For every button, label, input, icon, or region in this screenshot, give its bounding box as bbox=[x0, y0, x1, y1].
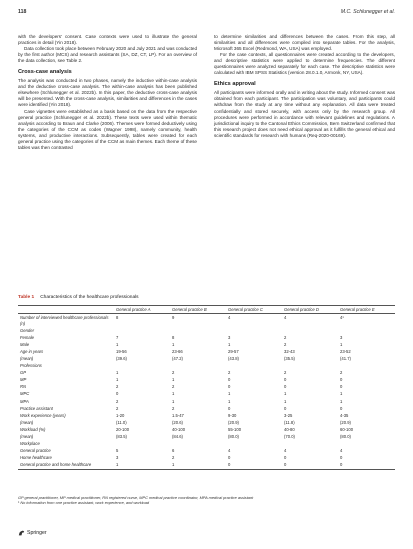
table-cell: 0 bbox=[340, 377, 343, 383]
table-row bbox=[18, 391, 395, 398]
column-header: General practice C bbox=[228, 307, 263, 312]
row-label: General practice and home healthcare bbox=[20, 462, 92, 468]
table-cell: 1 bbox=[228, 391, 231, 397]
table-cell bbox=[114, 441, 170, 448]
table-cell bbox=[282, 441, 338, 448]
table-cell: 0 bbox=[228, 405, 231, 411]
table-cell: 40-100 bbox=[172, 426, 186, 432]
table-cell: 1 bbox=[340, 391, 343, 397]
row-label: Female bbox=[20, 334, 34, 340]
table-cell: 1 bbox=[228, 398, 231, 404]
table-cell: 0 bbox=[284, 384, 287, 390]
table-cell: 0 bbox=[228, 455, 231, 461]
table-row bbox=[18, 348, 395, 355]
table-cell: 60-100 bbox=[340, 426, 354, 432]
table-cell bbox=[226, 327, 282, 334]
table-cell: (84.6) bbox=[172, 434, 183, 440]
table-cell: 4 bbox=[284, 314, 287, 320]
table-row bbox=[18, 363, 395, 370]
table-cell: 20-100 bbox=[116, 426, 130, 432]
table-cell: 23-52 bbox=[340, 348, 351, 354]
table-cell: 4 bbox=[284, 448, 287, 454]
paragraph: The analysis was conducted in two phases, namely the inductive within-case analysis and the deductive cross-case analysis. The within-case analysis has been published elsewhere (Schlunegger et al. 2022b). In this paper, the deductive cross-case analysis will be presented. With the cross-case analysis, similarities and differences in the cases were identified (Yin 2018). bbox=[18, 78, 197, 108]
row-label: (mean) bbox=[20, 434, 34, 440]
table-cell: (11.8) bbox=[284, 419, 295, 425]
table-cell: 1 bbox=[116, 370, 119, 376]
row-label: Age in years bbox=[20, 348, 44, 354]
table-cell bbox=[282, 327, 338, 334]
table-cell: 2 bbox=[172, 384, 175, 390]
table-cell bbox=[114, 363, 170, 370]
column-header: General practice D bbox=[284, 307, 319, 312]
table-cell: 4 bbox=[340, 448, 343, 454]
row-label: Work experience (years) bbox=[20, 412, 66, 418]
table-cell: (70.0) bbox=[284, 434, 295, 440]
table-cell: 1.5-47 bbox=[172, 412, 184, 418]
row-label: Professions bbox=[20, 363, 42, 369]
table-cell: (80.0) bbox=[228, 434, 239, 440]
table-cell: 55-100 bbox=[228, 426, 242, 432]
table-cell: 1 bbox=[172, 377, 175, 383]
row-label: Workload (%) bbox=[20, 426, 46, 432]
springer-horse-icon bbox=[18, 530, 25, 536]
row-label: RN bbox=[20, 384, 27, 390]
footnote: GP general practitioner, MP medical practitioner, RN registered nurse, MPC medical practice coordinator, MPA medical practice assistant bbox=[18, 495, 254, 500]
table-cell: 0 bbox=[228, 384, 231, 390]
table-cell: 3 bbox=[228, 334, 231, 340]
table-cell bbox=[226, 441, 282, 448]
publisher-name: Springer bbox=[27, 530, 47, 536]
characteristics-table bbox=[18, 305, 395, 470]
table-row bbox=[18, 426, 395, 433]
table-cell bbox=[170, 327, 226, 334]
table-cell: (11.0) bbox=[116, 419, 127, 425]
table-cell: 0 bbox=[340, 462, 343, 468]
page-number: 118 bbox=[18, 9, 27, 15]
paragraph: with the developers' consent. Case contexts were used to illustrate the general practices in detail (Yin 2018). bbox=[18, 34, 197, 46]
row-label: GP bbox=[20, 370, 27, 376]
paragraph: to determine similarities and differences between the cases. From this step, all similarities and all differences were compiled into separate tables. For the analysis, Microsoft 365 Excel (Redmond, WA, USA) was employed. bbox=[214, 34, 395, 52]
table-cell: 2 bbox=[172, 370, 175, 376]
table-cell: 9-30 bbox=[228, 412, 237, 418]
table-row bbox=[18, 412, 395, 419]
table-cell: 5 bbox=[116, 448, 119, 454]
paragraph: All participants were informed orally and in writing about the study. Informed consent was obtained from each participant. The participation was voluntary, and participants could withdraw from the study at any time without any explanation. All data were treated confidentially and stored securely, with access only by the research group. All procedures were performed in accordance with relevant guidelines and regulations. A jurisdictional inquiry to the Cantonal Ethics Commission, Bern Switzerland confirmed that this research project does not need ethical approval as it fulfills the general ethical and scientific standards for research with humans (Req-2020-00169). bbox=[214, 90, 395, 138]
table-cell: 4¹ bbox=[340, 314, 344, 320]
table-cell bbox=[170, 441, 226, 448]
table-cell: 2 bbox=[284, 341, 287, 347]
table-cell: 1 bbox=[172, 391, 175, 397]
table-cell: 4 bbox=[228, 314, 231, 320]
paragraph: Case vignettes were established as a basis based on the data from the respective general practice (Schlunegger et al. 2022b). These texts were used within thematic analysis according to Braun and Clarke (2006). Themes were formed deductively using the categories of the CCM as codes (Wagner 1998), namely community, health systems, and productive interactions. Subsequently, tables were created for each general practice using the categories of the CCM as main themes. Each theme of these tables was then contrasted bbox=[18, 108, 197, 150]
paragraph: Data collection took place between February 2020 and July 2021 and was conducted by the first author (MCS) and research assistants (SA, DZ, CT, LP). For an overview of the data collection, see Table 2. bbox=[18, 46, 197, 64]
table-cell: (47.2) bbox=[172, 355, 183, 361]
table-cell: 1 bbox=[116, 462, 119, 468]
row-label: (mean) bbox=[20, 419, 34, 425]
table-cell: (35.5) bbox=[284, 355, 295, 361]
row-label: Workplace bbox=[20, 441, 40, 447]
table-row bbox=[18, 398, 395, 405]
table-cell bbox=[170, 363, 226, 370]
row-label: MPA bbox=[20, 398, 29, 404]
table-cell: 1 bbox=[284, 391, 287, 397]
publisher-logo bbox=[18, 530, 47, 536]
table-row bbox=[18, 441, 395, 448]
footnote: ¹ No information from one practice assistant, work experience, and workload bbox=[18, 500, 150, 505]
table-cell: 1 bbox=[340, 341, 343, 347]
table-row bbox=[18, 405, 395, 412]
row-label: (mean) bbox=[20, 355, 34, 361]
table-cell: 1 bbox=[228, 341, 231, 347]
table-cell bbox=[226, 363, 282, 370]
table-cell: (20.9) bbox=[340, 419, 351, 425]
table-cell: 0 bbox=[284, 405, 287, 411]
section-heading: Cross-case analysis bbox=[18, 69, 72, 76]
table-cell: 0 bbox=[228, 462, 231, 468]
table-cell bbox=[282, 363, 338, 370]
table-cell: 0 bbox=[284, 377, 287, 383]
table-cell: (41.7) bbox=[340, 355, 351, 361]
table-cell: 8 bbox=[116, 314, 119, 320]
table-cell: 6 bbox=[172, 448, 175, 454]
table-cell: 2 bbox=[284, 334, 287, 340]
table-cell bbox=[338, 441, 395, 448]
table-cell: 0 bbox=[228, 377, 231, 383]
table-cell: 0 bbox=[340, 384, 343, 390]
table-cell: (43.8) bbox=[228, 355, 239, 361]
table-row bbox=[18, 419, 395, 426]
table-cell: 2 bbox=[284, 370, 287, 376]
table-row bbox=[18, 384, 395, 391]
row-label: MP bbox=[20, 377, 27, 383]
table-cell: 8 bbox=[172, 334, 175, 340]
table-cell: 2 bbox=[172, 455, 175, 461]
table-cell: 9 bbox=[172, 314, 175, 320]
table-row bbox=[18, 377, 395, 384]
table-cell: 0 bbox=[284, 455, 287, 461]
table-row bbox=[18, 370, 395, 377]
table-header-row bbox=[18, 306, 395, 314]
table-cell: 1 bbox=[172, 341, 175, 347]
table-cell: 2 bbox=[228, 370, 231, 376]
table-cell: 2 bbox=[340, 370, 343, 376]
table-cell: 4-35 bbox=[340, 412, 349, 418]
row-label: Home healthcare bbox=[20, 455, 52, 461]
table-cell bbox=[338, 363, 395, 370]
left-column bbox=[18, 34, 197, 151]
table-cell: (83.5) bbox=[116, 434, 127, 440]
table-cell: 2 bbox=[116, 398, 119, 404]
table-cell: 23-66 bbox=[172, 348, 183, 354]
column-header: General practice A bbox=[116, 307, 151, 312]
table-body bbox=[18, 314, 395, 470]
row-label: Male bbox=[20, 341, 30, 347]
table-cell: (20.6) bbox=[172, 419, 183, 425]
table-row bbox=[18, 334, 395, 341]
table-cell: 0 bbox=[340, 405, 343, 411]
page-header bbox=[18, 9, 395, 17]
table-caption-text: Characteristics of the healthcare professionals bbox=[40, 295, 139, 300]
table-cell: 1 bbox=[340, 398, 343, 404]
table-cell: 2 bbox=[116, 405, 119, 411]
table-cell: 1-20 bbox=[116, 412, 125, 418]
table-label: Table 1 bbox=[18, 295, 35, 300]
table-cell: 3 bbox=[340, 334, 343, 340]
table-cell: (80.0) bbox=[340, 434, 351, 440]
table-cell: 4 bbox=[228, 448, 231, 454]
table-cell: 3-25 bbox=[284, 412, 293, 418]
table-cell: 32-43 bbox=[284, 348, 295, 354]
table-row bbox=[18, 327, 395, 334]
right-column bbox=[214, 34, 395, 139]
row-label: Practice assistant bbox=[20, 405, 53, 411]
table-row bbox=[18, 314, 395, 327]
table-cell: 2 bbox=[116, 384, 119, 390]
row-label: Gender bbox=[20, 327, 34, 333]
table-row bbox=[18, 434, 395, 441]
table-cell: (20.9) bbox=[228, 419, 239, 425]
table-cell: 1 bbox=[284, 398, 287, 404]
table-cell: 2 bbox=[172, 405, 175, 411]
table-cell: 0 bbox=[116, 391, 119, 397]
row-label: Number of interviewed healthcare professionals (n) bbox=[20, 314, 109, 326]
table-cell: 0 bbox=[284, 462, 287, 468]
table-row bbox=[18, 455, 395, 462]
column-header: General practice E bbox=[340, 307, 375, 312]
table-caption bbox=[18, 295, 139, 300]
table-row bbox=[18, 448, 395, 455]
table-cell: 1 bbox=[172, 398, 175, 404]
table-cell: 40-80 bbox=[284, 426, 295, 432]
running-head: M.C. Schlunegger et al. bbox=[340, 9, 395, 15]
row-label: General practice bbox=[20, 448, 51, 454]
table-row bbox=[18, 462, 395, 470]
column-header bbox=[18, 306, 114, 314]
table-cell bbox=[338, 327, 395, 334]
table-cell bbox=[114, 327, 170, 334]
table-footnotes bbox=[18, 495, 395, 505]
table-cell: 1 bbox=[172, 462, 175, 468]
table-cell: 1 bbox=[116, 377, 119, 383]
row-label: MPC bbox=[20, 391, 30, 397]
table-cell: (39.6) bbox=[116, 355, 127, 361]
table-row bbox=[18, 341, 395, 348]
table-cell: 7 bbox=[116, 334, 119, 340]
table-row bbox=[18, 355, 395, 362]
table-cell: 0 bbox=[340, 455, 343, 461]
table-cell: 3 bbox=[116, 455, 119, 461]
table-cell: 29-57 bbox=[228, 348, 239, 354]
paragraph: For the case contexts, all questionnaires were created according to the developers, and descriptive statistics were applied to determine frequencies. The different questionnaires were analyzed separately for each case. The descriptive statistics were calculated with IBM SPSS Statistics (version 28.0.1.0, Armonk, NY, USA). bbox=[214, 52, 395, 76]
section-heading: Ethics approval bbox=[214, 81, 256, 88]
column-header: General practice B bbox=[172, 307, 207, 312]
table-cell: 19-56 bbox=[116, 348, 127, 354]
table-cell: 1 bbox=[116, 341, 119, 347]
